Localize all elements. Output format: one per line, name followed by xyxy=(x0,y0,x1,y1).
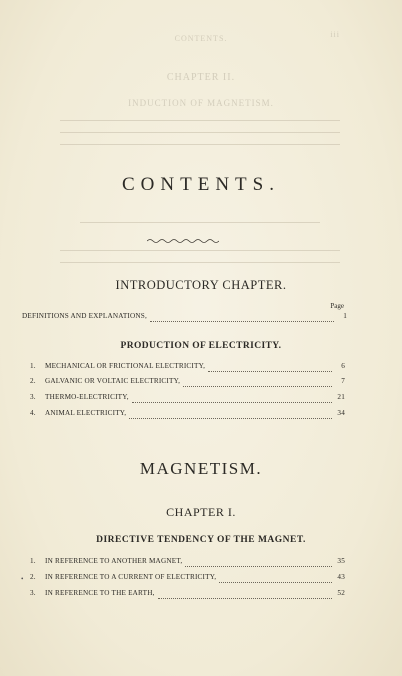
toc-entry xyxy=(30,377,345,389)
toc-entry-page: 21 xyxy=(337,393,345,401)
toc-entry-page: 1 xyxy=(343,312,347,320)
leader-dots xyxy=(132,396,332,403)
toc-entry-page: 6 xyxy=(341,362,345,370)
leader-dots xyxy=(129,412,332,419)
toc-entry-number: 2. xyxy=(30,377,36,385)
toc-entry-page: 7 xyxy=(341,377,345,385)
leader-dots xyxy=(183,380,332,387)
toc-entry xyxy=(30,589,345,601)
toc-entry xyxy=(30,557,345,569)
toc-entry-number: 4. xyxy=(30,409,36,417)
bleed-line xyxy=(60,132,340,133)
leader-dots xyxy=(208,365,332,372)
toc-entry-page: 52 xyxy=(337,589,345,597)
production-heading: PRODUCTION OF ELECTRICITY. xyxy=(120,341,282,351)
toc-entry-label: THERMO-ELECTRICITY, xyxy=(45,393,129,401)
ink-speck: • xyxy=(21,575,24,583)
bleed-chapter: CHAPTER II. xyxy=(166,72,236,83)
toc-entry xyxy=(22,312,347,324)
chapter-heading: CHAPTER I. xyxy=(166,505,236,519)
bleed-line xyxy=(80,222,320,223)
bleed-line xyxy=(60,144,340,145)
toc-entry xyxy=(30,362,345,374)
leader-dots xyxy=(219,576,332,583)
leader-dots xyxy=(150,315,334,322)
toc-entry-number: 1. xyxy=(30,557,36,565)
toc-entry-label: ANIMAL ELECTRICITY, xyxy=(45,409,127,417)
introductory-heading: INTRODUCTORY CHAPTER. xyxy=(115,278,287,292)
toc-entry-label: MECHANICAL OR FRICTIONAL ELECTRICITY, xyxy=(45,362,206,370)
toc-entry-number: 1. xyxy=(30,362,36,370)
toc-entry-label: IN REFERENCE TO ANOTHER MAGNET, xyxy=(45,557,183,565)
toc-entry-label: IN REFERENCE TO THE EARTH, xyxy=(45,589,155,597)
bleed-line xyxy=(60,250,340,251)
toc-entry-page: 35 xyxy=(337,557,345,565)
toc-entry-number: 2. xyxy=(30,573,36,581)
toc-entry xyxy=(30,573,345,585)
toc-entry-number: 3. xyxy=(30,589,36,597)
toc-entry xyxy=(30,393,345,405)
page-title: CONTENTS. xyxy=(122,174,280,195)
bleed-page-number: iii xyxy=(330,30,340,39)
bleed-line xyxy=(60,120,340,121)
toc-entry-label: DEFINITIONS AND EXPLANATIONS, xyxy=(22,312,147,320)
magnetism-heading: MAGNETISM. xyxy=(139,459,263,478)
leader-dots xyxy=(185,560,332,567)
bleed-line xyxy=(60,262,340,263)
page-column-label: Page xyxy=(330,302,344,310)
toc-entry-page: 43 xyxy=(337,573,345,581)
bleed-top-label: CONTENTS. xyxy=(174,34,228,43)
toc-entry-number: 3. xyxy=(30,393,36,401)
toc-entry-page: 34 xyxy=(337,409,345,417)
section-heading: DIRECTIVE TENDENCY OF THE MAGNET. xyxy=(96,535,306,545)
ornamental-rule xyxy=(147,238,219,244)
toc-entry-label: IN REFERENCE TO A CURRENT OF ELECTRICITY, xyxy=(45,573,217,581)
bleed-subtitle: INDUCTION OF MAGNETISM. xyxy=(128,98,274,108)
leader-dots xyxy=(158,592,332,599)
toc-entry xyxy=(30,409,345,421)
toc-entry-label: GALVANIC OR VOLTAIC ELECTRICITY, xyxy=(45,377,181,385)
